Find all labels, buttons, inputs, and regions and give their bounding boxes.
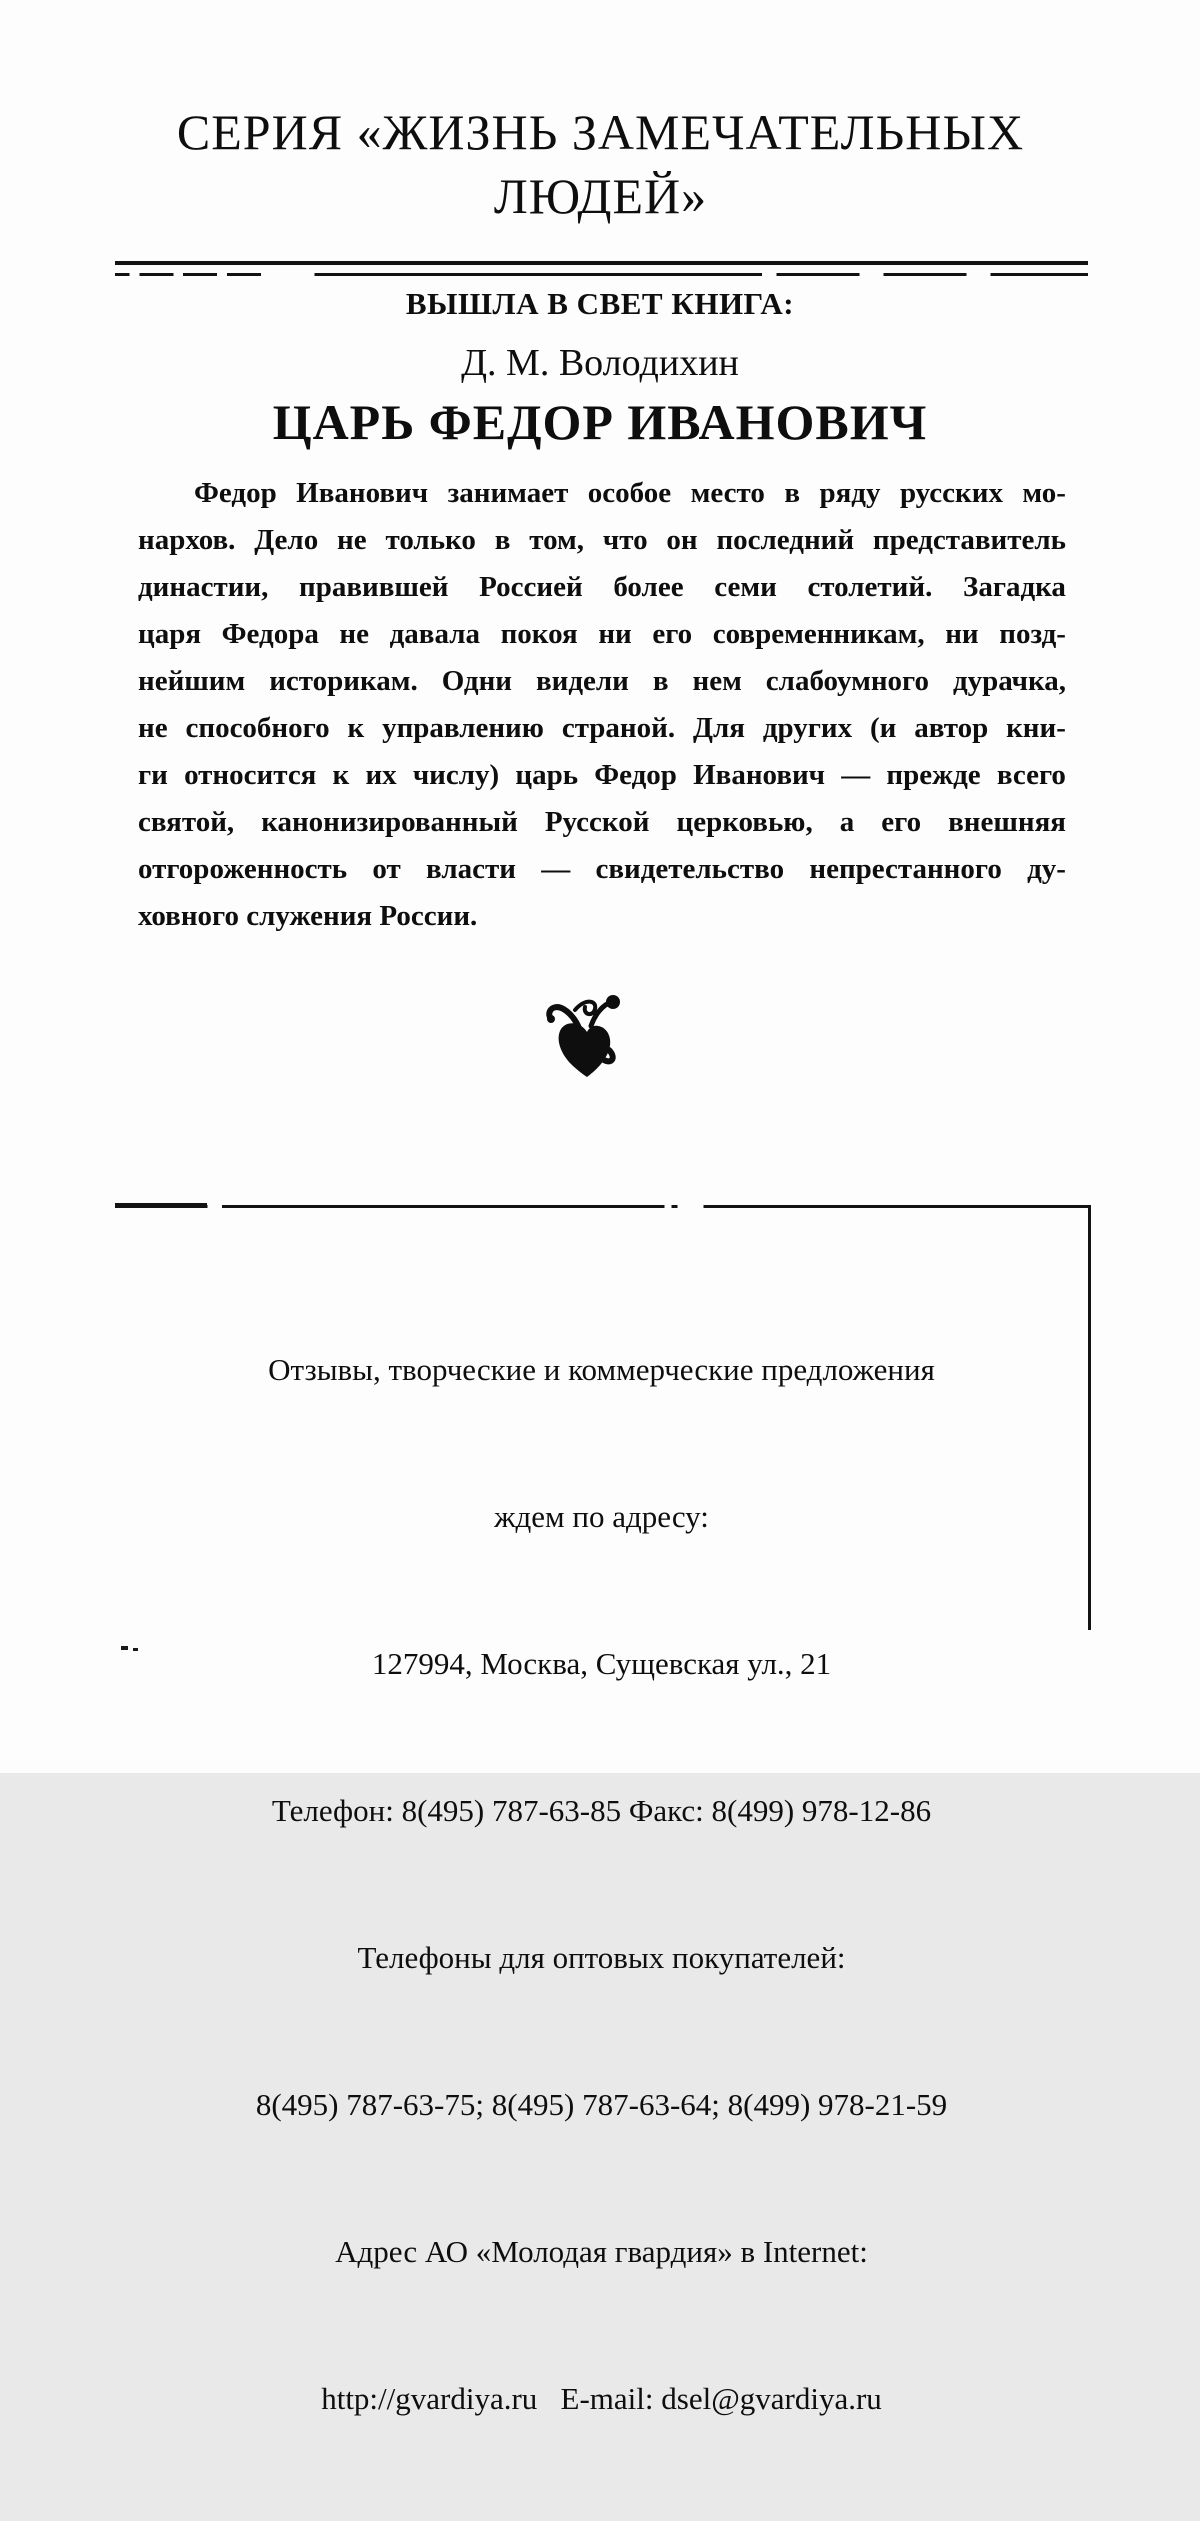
contact-line-feedback: Отзывы, творческие и коммерческие предложения xyxy=(268,1352,935,1387)
contact-info-box xyxy=(115,1205,1091,2416)
annotation-line-last: ховного служения России. xyxy=(138,900,478,932)
annotation-line: нейшим историкам. Одни видели в нем слабоумного дурачка, xyxy=(138,665,1066,697)
annotation-line: ги относится к их числу) царь Федор Иванович — прежде всего xyxy=(138,759,1066,791)
series-title xyxy=(113,100,1088,228)
divider-rule-solid xyxy=(115,261,1088,265)
contact-line-wholesale-label: Телефоны для оптовых покупателей: xyxy=(357,1940,846,1975)
floral-heart-ornament-icon xyxy=(545,992,629,1087)
contact-line-address: 127994, Москва, Сущевская ул., 21 xyxy=(371,1646,832,1681)
contact-line-site-email: http://gvardiya.ru E-mail: dsel@gvardiya.ru xyxy=(321,2381,882,2416)
contact-lines xyxy=(115,1247,1088,2521)
divider-rule-dashed xyxy=(115,273,1088,276)
annotation-line: династии, правившей Россией более семи столетий. Загадка xyxy=(138,571,1066,603)
annotation-line: Федор Иванович занимает особое место в ряду русских мо- xyxy=(194,477,1066,509)
contact-line-phone-fax: Телефон: 8(495) 787-63-85 Факс: 8(499) 978-12-86 xyxy=(271,1793,932,1828)
book-title: ЦАРЬ ФЕДОР ИВАНОВИЧ xyxy=(272,394,928,450)
series-title-line-1: СЕРИЯ «ЖИЗНЬ ЗАМЕЧАТЕЛЬНЫХ xyxy=(176,104,1025,160)
announcement-heading: ВЫШЛА В СВЕТ КНИГА: xyxy=(405,286,795,321)
contact-line-internet-label: Адрес АО «Молодая гвардия» в Internet: xyxy=(335,2234,868,2269)
scan-artifact-dot xyxy=(121,1646,128,1650)
contact-line-await: ждем по адресу: xyxy=(494,1499,709,1534)
annotation-line: отгороженность от власти — свидетельство непрестанного ду- xyxy=(138,853,1066,885)
book-author: Д. М. Володихин xyxy=(461,342,739,384)
annotation-line: святой, канонизированный Русской церковью, а его внешняя xyxy=(138,806,1066,838)
annotation-line: не способного к управлению страной. Для других (и автор кни- xyxy=(138,712,1066,744)
scan-artifact-dot xyxy=(133,1648,138,1651)
contact-line-wholesale-phones: 8(495) 787-63-75; 8(495) 787-63-64; 8(499) 978-21-59 xyxy=(255,2087,948,2122)
annotation-line: царя Федора не давала покоя ни его современникам, ни позд- xyxy=(138,618,1066,650)
series-title-line-2: ЛЮДЕЙ» xyxy=(493,168,708,224)
book-annotation xyxy=(138,470,1066,940)
contact-box-top-border xyxy=(115,1205,1088,1208)
annotation-line: нархов. Дело не только в том, что он последний представитель xyxy=(138,524,1066,556)
